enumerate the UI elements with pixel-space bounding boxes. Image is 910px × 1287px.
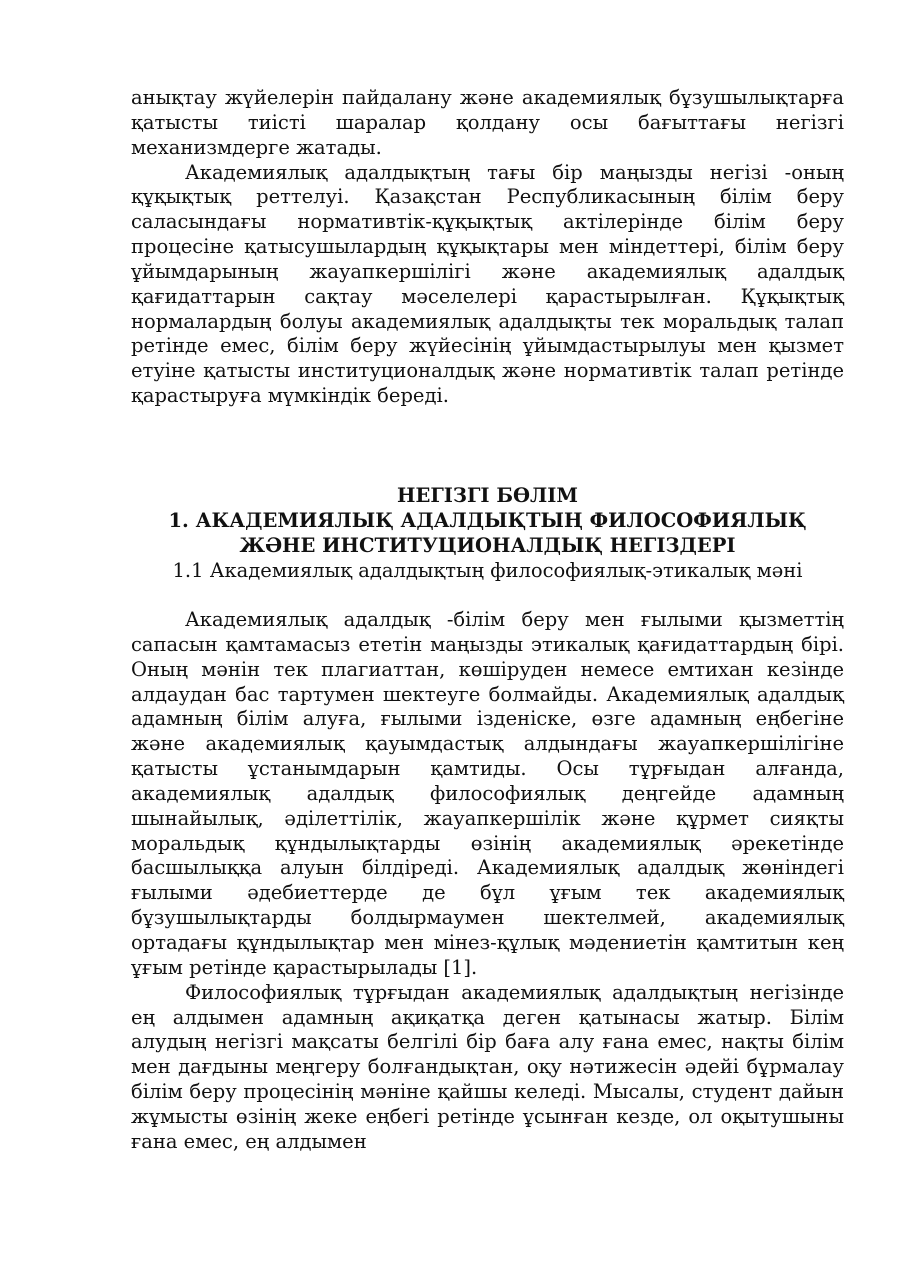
part-title: НЕГІЗГІ БӨЛІМ <box>397 484 578 507</box>
body-paragraph-2: Философиялық тұрғыдан академиялық адалдықтың негізінде ең алдымен адамның ақиқатқа деген қатынасы жатыр. Білім алудың негізгі мақсаты белгілі бір баға алу ғана емес, нақты білім мен дағдыны меңгеру болғандықтан, оқу нәтижесін әдейі бұрмалау білім беру процесінің мәніне қайшы келеді. Мысалы, студент дайын жұмысты өзінің жеке еңбегі ретінде ұсынған кезде, ол оқытушыны ғана емес, ең алдымен <box>131 980 844 1153</box>
chapter-title-line-2: ЖӘНЕ ИНСТИТУЦИОНАЛДЫҚ НЕГІЗДЕРІ <box>239 533 736 557</box>
intro-paragraph-legal: Академиялық адалдықтың тағы бір маңызды негізі -оның құқықтық реттелуі. Қазақстан Республикасының білім беру саласындағы нормативтік-құқықтық актілерінде білім беру процесіне қатысушылардың құқықтары мен міндеттері, білім беру ұйымдарының жауапкершілігі және академиялық адалдық қағидаттарын сақтау мәселелері қарастырылған. Құқықтық нормалардың болуы академиялық адалдықты тек моральдық талап ретінде емес, білім беру жүйесінің ұйымдастырылуы мен қызмет етуіне қатысты институционалдық және нормативтік талап ретінде қарастыруға мүмкіндік береді. <box>131 160 844 408</box>
subsection-title: 1.1 Академиялық адалдықтың философиялық-этикалық мәні <box>172 558 803 582</box>
chapter-title-line-1: 1. АКАДЕМИЯЛЫҚ АДАЛДЫҚТЫҢ ФИЛОСОФИЯЛЫҚ <box>168 508 807 532</box>
intro-paragraph-continued: анықтау жүйелерін пайдалану және академиялық бұзушылықтарға қатысты тиісті шаралар қолдану осы бағыттағы негізгі механизмдерге жатады. <box>131 86 844 159</box>
main-body <box>131 608 844 1155</box>
intro-section <box>131 86 844 409</box>
section-heading <box>131 484 844 583</box>
body-paragraph-1: Академиялық адалдық -білім беру мен ғылыми қызметтің сапасын қамтамасыз ететін маңызды этикалық қағидаттардың бірі. Оның мәнін тек плагиаттан, көшіруден немесе емтихан кезінде алдаудан бас тартумен шектеуге болмайды. Академиялық адалдық адамның білім алуға, ғылыми ізденіске, өзге адамның еңбегіне және академиялық қауымдастық алдындағы жауапкершілігіне қатысты ұстанымдарын қамтиды. Осы тұрғыдан алғанда, академиялық адалдық философиялық деңгейде адамның шынайылық, әділеттілік, жауапкершілік және құрмет сияқты моральдық құндылықтарды өзінің академиялық әрекетінде басшылыққа алуын білдіреді. Академиялық адалдық жөніндегі ғылыми әдебиеттерде де бұл ұғым тек академиялық бұзушылықтарды болдырмаумен шектелмей, академиялық ортадағы құндылықтар мен мінез-құлық мәдениетін қамтитын кең ұғым ретінде қарастырылады [1]. <box>131 608 844 979</box>
